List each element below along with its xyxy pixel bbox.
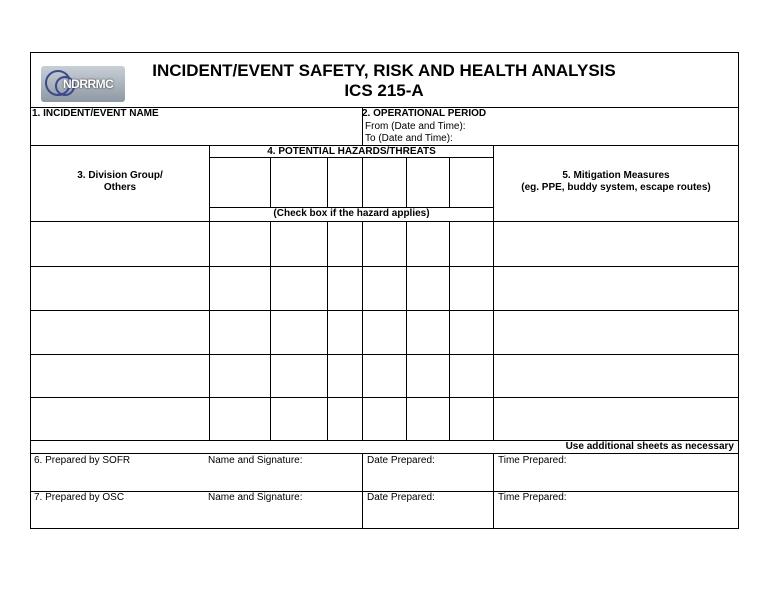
sofr-name-signature-label: Name and Signature: [208, 455, 303, 466]
sofr-time-prepared-label: Time Prepared: [498, 455, 567, 466]
hazard-checkbox-row[interactable] [210, 222, 493, 266]
to-date-label: To (Date and Time): [365, 133, 453, 144]
sofr-date-field[interactable] [363, 468, 492, 490]
osc-time-field[interactable] [494, 505, 737, 527]
hazard-checkbox-row[interactable] [210, 267, 493, 310]
mitigation-example-label: (eg. PPE, buddy system, escape routes) [521, 182, 711, 193]
osc-date-field[interactable] [363, 505, 492, 527]
hazard-type-cell[interactable] [363, 158, 406, 207]
osc-name-signature-field[interactable] [205, 505, 361, 527]
additional-sheets-note: Use additional sheets as necessary [565, 441, 734, 452]
division-cell[interactable] [31, 222, 209, 266]
mitigation-cell[interactable] [494, 267, 738, 310]
osc-date-prepared-label: Date Prepared: [367, 492, 435, 503]
hazard-type-cell[interactable] [450, 158, 493, 207]
division-group-label-2: Others [103, 182, 137, 193]
mitigation-cell[interactable] [494, 398, 738, 440]
from-date-label: From (Date and Time): [365, 121, 466, 132]
form-title: INCIDENT/EVENT SAFETY, RISK AND HEALTH ANALYSIS [152, 61, 616, 80]
hazard-type-cell[interactable] [210, 158, 270, 207]
mitigation-cell[interactable] [494, 222, 738, 266]
mitigation-cell[interactable] [494, 355, 738, 397]
division-cell[interactable] [31, 355, 209, 397]
sofr-time-field[interactable] [494, 468, 737, 490]
logo-text: NDRRMC [63, 77, 114, 91]
mitigation-cell[interactable] [494, 311, 738, 354]
hazard-checkbox-row[interactable] [210, 355, 493, 397]
prepared-by-osc-label: 7. Prepared by OSC [34, 492, 125, 503]
check-box-note: (Check box if the hazard applies) [273, 208, 430, 219]
potential-hazards-label: 4. POTENTIAL HAZARDS/THREATS [267, 146, 436, 157]
incident-name-label: 1. INCIDENT/EVENT NAME [32, 108, 159, 119]
mitigation-measures-label: 5. Mitigation Measures [562, 170, 670, 181]
osc-name-signature-label: Name and Signature: [208, 492, 303, 503]
division-group-label: 3. Division Group/ [77, 170, 163, 181]
hazard-type-cell[interactable] [407, 158, 449, 207]
incident-name-field[interactable] [31, 120, 361, 144]
operational-period-field[interactable] [470, 120, 737, 144]
hazard-checkbox-row[interactable] [210, 311, 493, 354]
prepared-by-sofr-label: 6. Prepared by SOFR [34, 455, 131, 466]
osc-time-prepared-label: Time Prepared: [498, 492, 567, 503]
operational-period-label: 2. OPERATIONAL PERIOD [362, 108, 487, 119]
sofr-name-signature-field[interactable] [205, 468, 361, 490]
hazard-checkbox-row[interactable] [210, 398, 493, 440]
division-cell[interactable] [31, 311, 209, 354]
division-cell[interactable] [31, 267, 209, 310]
division-cell[interactable] [31, 398, 209, 440]
sofr-date-prepared-label: Date Prepared: [367, 455, 435, 466]
form-code: ICS 215-A [344, 81, 424, 100]
hazard-type-cell[interactable] [271, 158, 327, 207]
hazard-type-cell[interactable] [328, 158, 362, 207]
